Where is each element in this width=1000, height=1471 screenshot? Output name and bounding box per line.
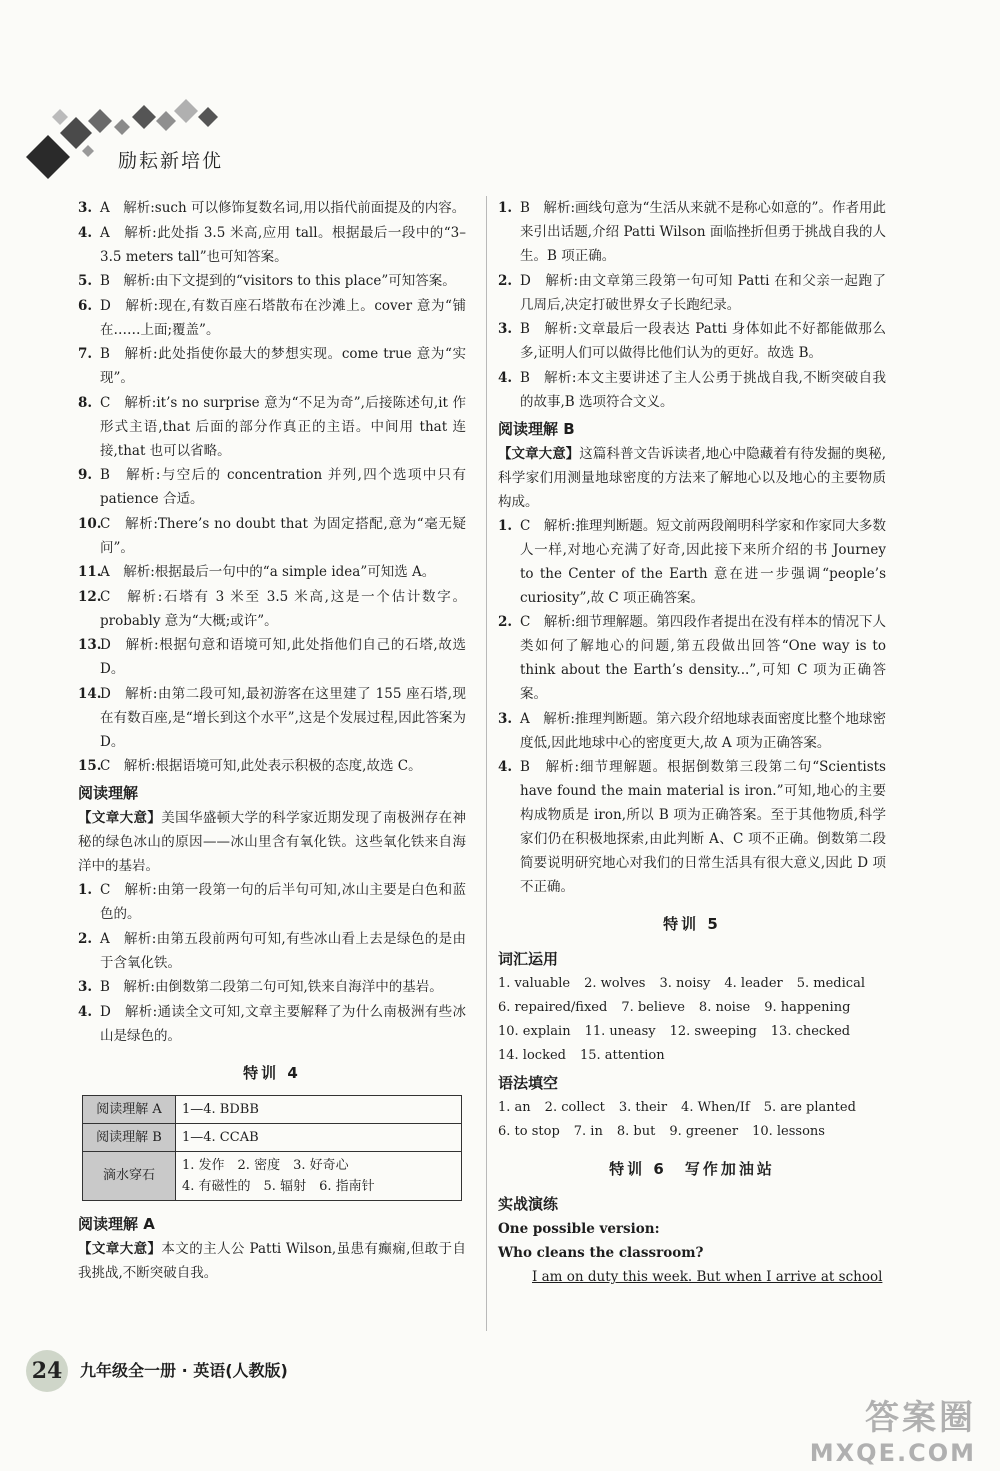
item-number: 1.: [498, 200, 513, 216]
item-explanation: D 解析:由文章第三段第一句可知 Patti 在和父亲一起跑了几周后,决定打破世界女子长跑纪录。: [520, 272, 886, 313]
special4-answer-table: [82, 1095, 462, 1201]
answer-list-cloze: [78, 196, 466, 778]
answer-word: 4. When/If: [681, 1100, 750, 1115]
answer-item: [78, 927, 466, 975]
column-divider: [486, 196, 487, 1331]
item-number: 13.: [78, 637, 102, 653]
item-explanation: B 解析:由下文提到的“visitors to this place”可知答案。: [100, 273, 456, 289]
summary-label: 【文章大意】: [498, 445, 580, 462]
item-number: 3.: [498, 710, 513, 727]
answer-list-reading: [78, 878, 466, 1048]
answer-line: [498, 996, 886, 1020]
answer-word: 14. locked: [498, 1048, 566, 1063]
special4-title: 特训 4: [243, 1063, 301, 1082]
answer-item: [78, 585, 466, 633]
item-explanation: C 解析:it’s no surprise 意为“不足为奇”,后接陈述句,it 作形式主语,that 后面的部分作真正的主语。中间用 that 连接,that 也可以省略。: [100, 394, 466, 459]
brand-title: 励耘新培优: [118, 150, 224, 172]
section-vocab: 词汇运用: [498, 950, 559, 968]
item-number: 7.: [78, 346, 93, 362]
answer-word: 6. to stop: [498, 1124, 560, 1139]
answer-item: [498, 366, 886, 414]
answer-item: [498, 317, 886, 365]
essay-title: Who cleans the classroom?: [498, 1245, 704, 1261]
watermark-url: MXQE.COM: [809, 1439, 976, 1467]
grammar-answers: [498, 1096, 886, 1144]
answer-item: [78, 463, 466, 511]
answer-item: [78, 1000, 466, 1048]
summary-paragraph: [498, 442, 886, 514]
item-explanation: C 解析:根据语境可知,此处表示积极的态度,故选 C。: [100, 758, 422, 774]
answer-list-reading-b: [498, 514, 886, 900]
answer-item: [78, 633, 466, 681]
table-value: 1—4. CCAB: [176, 1123, 462, 1151]
answer-item: [78, 196, 466, 220]
summary-text: 美国华盛顿大学的科学家近期发现了南极洲存在神秘的绿色冰山的原因——冰山里含有氧化铁。这些氧化铁来自海洋中的基岩。: [78, 810, 467, 874]
item-explanation: C 解析:推理判断题。短文前两段阐明科学家和作家同大多数人一样,对地心充满了好奇,因此接下来所介绍的书 Journey to the Center of the Earth 意在进一步强调“people’s curiosity”,故 C 项正确答案。: [520, 517, 886, 606]
answer-list-reading-a: [498, 196, 886, 414]
answer-word: 11. uneasy: [584, 1024, 656, 1039]
summary-label: 【文章大意】: [78, 810, 162, 826]
section-grammar: 语法填空: [498, 1074, 559, 1092]
answer-word: 4. leader: [724, 976, 783, 991]
table-label: 阅读理解 A: [83, 1095, 176, 1123]
table-value: 1—4. BDBB: [176, 1095, 462, 1123]
item-explanation: A 解析:推理判断题。第六段介绍地球表面密度比整个地球密度低,因此地球中心的密度更大,故 A 项为正确答案。: [520, 710, 886, 751]
answer-item: [78, 512, 466, 560]
watermark-text: 答案圈: [865, 1398, 976, 1438]
answer-item: [498, 707, 886, 755]
item-number: 15.: [78, 758, 102, 774]
answer-word: 6. repaired/fixed: [498, 1000, 608, 1015]
section-reading-a: 阅读理解 A: [78, 1214, 155, 1233]
answer-word: 8. noise: [698, 1000, 751, 1015]
item-explanation: A 解析:此处指 3.5 米高,应用 tall。根据最后一段中的“3–3.5 meters tall”也可知答案。: [100, 224, 466, 265]
answer-line: [498, 1044, 886, 1068]
item-explanation: A 解析:根据最后一句中的“a simple idea”可知选 A。: [100, 564, 436, 580]
answer-word: 15. attention: [579, 1048, 665, 1063]
special6-title: 特训 6 写作加油站: [609, 1160, 775, 1178]
item-explanation: D 解析:现在,有数百座石塔散布在沙滩上。cover 意为“铺在……上面;覆盖”。: [100, 297, 466, 338]
item-explanation: B 解析:文章最后一段表达 Patti 身体如此不好都能做那么多,证明人们可以做得比他们认为的更好。故选 B。: [520, 321, 886, 361]
answer-word: 9. happening: [764, 1000, 851, 1015]
item-explanation: C 解析:石塔有 3 米至 3.5 米高,这是一个估计数字。probably 意为“大概;或许”。: [100, 588, 466, 629]
vocab-answers: [498, 972, 886, 1068]
answer-word: 1. valuable: [498, 976, 571, 991]
version-label: One possible version:: [498, 1221, 660, 1237]
answer-item: [498, 514, 886, 610]
answer-item: [498, 755, 886, 899]
answer-word: 5. are planted: [763, 1100, 856, 1115]
table-label: 滴水穿石: [83, 1151, 176, 1200]
item-number: 4.: [498, 759, 513, 775]
summary-text: 本文的主人公 Patti Wilson,虽患有癫痫,但敢于自我挑战,不断突破自我。: [78, 1240, 466, 1281]
item-explanation: C 解析:细节理解题。第四段作者提出在没有样本的情况下人类如何了解地心的问题,第五段做出回答“One way is to think about the Earth’s density...”,可知 C 项为正确答案。: [520, 614, 886, 702]
answer-word: 3. their: [618, 1100, 668, 1115]
answer-word: 3. noisy: [659, 976, 711, 991]
item-number: 3.: [498, 321, 513, 337]
item-number: 6.: [78, 297, 93, 314]
item-number: 3.: [78, 200, 93, 216]
section-reading-b: 阅读理解 B: [498, 419, 575, 438]
item-explanation: B 解析:本文主要讲述了主人公勇于挑战自我,不断突破自我的故事,B 选项符合文义。: [520, 369, 886, 410]
answer-item: [78, 560, 466, 584]
book-title: 九年级全一册 · 英语(人教版): [80, 1361, 288, 1380]
answer-word: 7. believe: [621, 1000, 685, 1015]
item-number: 10.: [78, 515, 102, 532]
answer-word: 7. in: [573, 1124, 603, 1139]
answer-item: [78, 878, 466, 926]
answer-line: [498, 972, 886, 996]
answer-line: [498, 1120, 886, 1144]
answer-item: [78, 682, 466, 754]
answer-item: [78, 754, 466, 778]
item-number: 4.: [498, 369, 513, 386]
item-number: 9.: [78, 467, 93, 483]
item-number: 3.: [78, 979, 93, 995]
table-value-line: 1. 发作 2. 密度 3. 好奇心: [182, 1157, 349, 1173]
item-number: 12.: [78, 588, 102, 605]
item-explanation: B 解析:细节理解题。根据倒数第三段第二句“Scientists have found the main material is iron.”可知,地心的主要构成物质是 iron,所以 B 项为正确答案。至于其他物质,科学家们仍在积极地探索,由此判断 A、C 项不正确。倒数第二段简要说明研究地心对我们的日常生活具有很大意义,因此 D 项不正确。: [520, 759, 886, 895]
item-explanation: C 解析:There’s no doubt that 为固定搭配,意为“毫无疑问”。: [100, 515, 466, 556]
item-explanation: D 解析:根据句意和语境可知,此处指他们自己的石塔,故选 D。: [100, 637, 466, 677]
answer-item: [498, 196, 886, 268]
page-number: 24: [26, 1350, 68, 1392]
right-column: [498, 196, 886, 1289]
left-column: [78, 196, 466, 1285]
item-number: 4.: [78, 224, 93, 241]
answer-item: [78, 269, 466, 293]
essay-first-line: I am on duty this week. But when I arrive at school: [532, 1269, 883, 1285]
answer-item: [78, 294, 466, 342]
special5-title: 特训 5: [663, 915, 721, 933]
answer-line: [498, 1096, 886, 1120]
answer-word: 5. medical: [796, 976, 865, 991]
answer-item: [78, 391, 466, 463]
table-row: [83, 1123, 462, 1151]
watermark-logo: [766, 1390, 976, 1467]
answer-word: 2. wolves: [584, 976, 646, 991]
answer-word: 10. explain: [498, 1024, 571, 1039]
answer-item: [78, 221, 466, 269]
item-explanation: B 解析:此处指使你最大的梦想实现。come true 意为“实现”。: [100, 346, 466, 386]
table-row: [83, 1151, 462, 1200]
item-explanation: D 解析:由第二段可知,最初游客在这里建了 155 座石塔,现在有数百座,是“增长到这个水平”,这是个发展过程,因此答案为 D。: [100, 685, 466, 750]
item-explanation: B 解析:由倒数第二段第二句可知,铁来自海洋中的基岩。: [100, 979, 443, 995]
item-explanation: C 解析:由第一段第一句的后半句可知,冰山主要是白色和蓝色的。: [100, 882, 466, 922]
item-explanation: D 解析:通读全文可知,文章主要解释了为什么南极洲有些冰山是绿色的。: [100, 1003, 466, 1044]
item-explanation: B 解析:画线句意为“生活从来就不是称心如意的”。作者用此来引出话题,介绍 Patti Wilson 面临挫折但勇于挑战自我的人生。B 项正确。: [520, 200, 886, 264]
item-explanation: A 解析:such 可以修饰复数名词,用以指代前面提及的内容。: [100, 200, 466, 216]
item-explanation: A 解析:由第五段前两句可知,有些冰山看上去是绿色的是由于含氧化铁。: [100, 930, 466, 971]
table-value-line: 4. 有磁性的 5. 辐射 6. 指南针: [182, 1178, 375, 1194]
item-number: 4.: [78, 1003, 93, 1020]
item-number: 5.: [78, 273, 93, 289]
item-number: 11.: [78, 564, 102, 580]
answer-word: 9. greener: [669, 1124, 739, 1139]
summary-label: 【文章大意】: [78, 1240, 162, 1257]
item-explanation: B 解析:与空后的 concentration 并列,四个选项中只有 patience 合适。: [100, 467, 466, 507]
item-number: 2.: [498, 614, 513, 630]
item-number: 2.: [78, 930, 93, 947]
item-number: 14.: [78, 685, 102, 702]
summary-paragraph: [78, 806, 466, 878]
table-row: [83, 1095, 462, 1123]
answer-item: [78, 975, 466, 999]
item-number: 1.: [78, 882, 93, 898]
answer-item: [78, 342, 466, 390]
answer-word: 8. but: [616, 1124, 656, 1139]
answer-word: 12. sweeping: [669, 1024, 757, 1039]
item-number: 8.: [78, 394, 93, 411]
answer-word: 10. lessons: [752, 1124, 825, 1139]
summary-paragraph: [78, 1237, 466, 1285]
answer-line: [498, 1020, 886, 1044]
item-number: 1.: [498, 517, 513, 534]
answer-item: [498, 610, 886, 706]
summary-text: 这篇科普文告诉读者,地心中隐藏着有待发掘的奥秘,科学家们用测量地球密度的方法来了解地心以及地心的主要物质构成。: [498, 445, 886, 510]
table-label: 阅读理解 B: [83, 1123, 176, 1151]
answer-word: 13. checked: [770, 1024, 851, 1039]
answer-word: 1. an: [498, 1100, 531, 1115]
table-value: [176, 1151, 462, 1200]
answer-item: [498, 269, 886, 317]
section-practice: 实战演练: [498, 1195, 559, 1213]
section-reading: 阅读理解: [78, 784, 139, 802]
item-number: 2.: [498, 272, 513, 289]
answer-word: 2. collect: [544, 1100, 605, 1115]
